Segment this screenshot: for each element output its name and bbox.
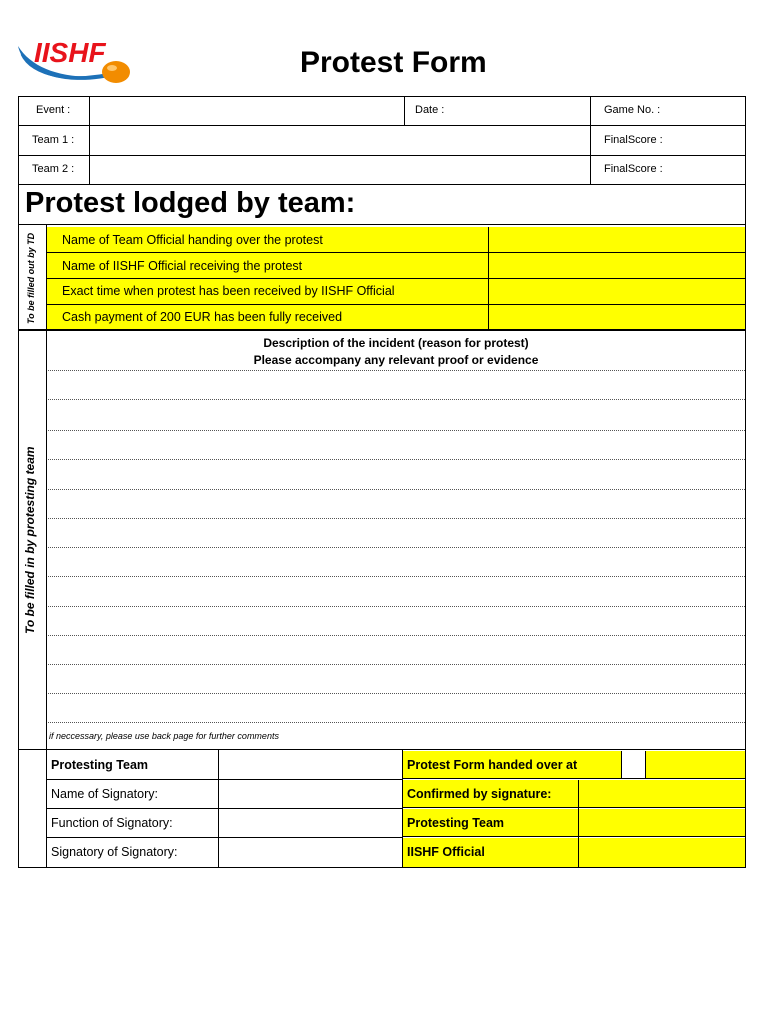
- iishf-logo: [12, 34, 137, 94]
- description-line2: Please accompany any relevant proof or evidence: [253, 353, 539, 367]
- team-side-label: To be filled in by protesting team: [23, 446, 37, 634]
- sig-value-2[interactable]: [219, 780, 402, 808]
- description-line1: Description of the incident (reason for protest): [263, 336, 529, 350]
- footnote: if neccessary, please use back page for further comments: [49, 731, 279, 741]
- sig-value-1[interactable]: [219, 751, 402, 779]
- game-no-label: Game No. :: [604, 104, 661, 116]
- td-value-2[interactable]: [489, 253, 745, 279]
- date-label: Date :: [415, 104, 445, 116]
- sig-left-1: Protesting Team: [51, 758, 149, 772]
- td-value-1[interactable]: [489, 227, 745, 253]
- td-row-label-2: Name of IISHF Official receiving the protest: [62, 259, 303, 273]
- iishf-official-signature[interactable]: [579, 838, 745, 867]
- sig-value-4[interactable]: [219, 838, 402, 866]
- handover-extra: [645, 751, 745, 779]
- td-side-label: To be filled out by TD: [26, 232, 36, 324]
- confirm-value[interactable]: [579, 780, 745, 808]
- sig-left-3: Function of Signatory:: [51, 816, 173, 830]
- protesting-team-signature[interactable]: [579, 809, 745, 837]
- team2-label: Team 2 :: [32, 163, 75, 175]
- sig-value-3[interactable]: [219, 809, 402, 837]
- event-field[interactable]: [90, 97, 403, 124]
- date-field[interactable]: [450, 97, 589, 124]
- description-area[interactable]: [48, 370, 745, 726]
- svg-text:IISHF: IISHF: [34, 37, 106, 68]
- sig-right-4: IISHF Official: [407, 845, 485, 859]
- sig-right-2: Confirmed by signature:: [407, 787, 552, 801]
- final-score-label-2: FinalScore :: [604, 163, 663, 175]
- td-row-label-3: Exact time when protest has been received by IISHF Official: [62, 284, 395, 298]
- final-score-label-1: FinalScore :: [604, 134, 663, 146]
- lodged-heading: Protest lodged by team:: [25, 187, 356, 219]
- team1-field[interactable]: [90, 126, 589, 154]
- sig-left-4: Signatory of Signatory:: [51, 845, 178, 859]
- page-title: Protest Form: [300, 46, 487, 79]
- sig-left-2: Name of Signatory:: [51, 787, 158, 801]
- sig-right-1: Protest Form handed over at: [407, 758, 578, 772]
- handover-value[interactable]: [621, 751, 645, 779]
- td-value-4[interactable]: [489, 305, 745, 329]
- team1-label: Team 1 :: [32, 134, 75, 146]
- sig-right-3: Protesting Team: [407, 816, 505, 830]
- td-row-label-4: Cash payment of 200 EUR has been fully received: [62, 310, 343, 324]
- td-row-label-1: Name of Team Official handing over the protest: [62, 233, 323, 247]
- team2-field[interactable]: [90, 156, 589, 184]
- td-value-3[interactable]: [489, 279, 745, 305]
- event-label: Event :: [36, 104, 71, 116]
